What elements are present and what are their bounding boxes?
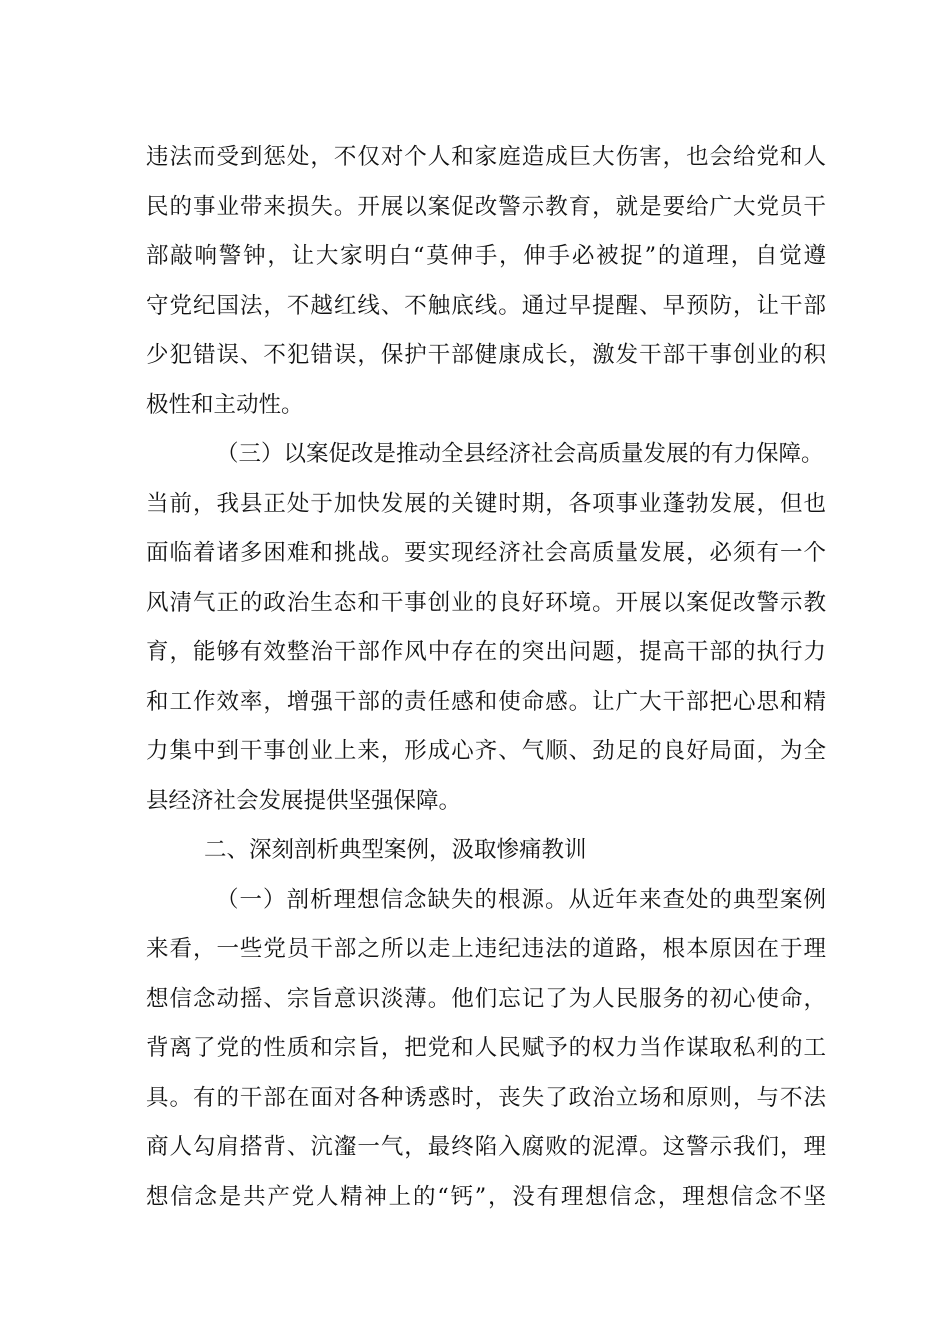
paragraph-3-line: 想信念动摇、宗旨意识淡薄。他们忘记了为人民服务的初心使命，	[146, 985, 826, 1012]
paragraph-2-line: 当前，我县正处于加快发展的关键时期，各项事业蓬勃发展，但也	[146, 490, 826, 517]
paragraph-3-line: 背离了党的性质和宗旨，把党和人民赋予的权力当作谋取私利的工	[146, 1035, 826, 1061]
paragraph-2-line: （三）以案促改是推动全县经济社会高质量发展的有力保障。	[216, 441, 824, 467]
paragraph-2-line: 育，能够有效整治干部作风中存在的突出问题，提高干部的执行力	[146, 639, 826, 665]
paragraph-3-line: 商人勾肩搭背、沆瀣一气，最终陷入腐败的泥潭。这警示我们，理	[146, 1134, 826, 1160]
paragraph-2-line: 风清气正的政治生态和干事创业的良好环境。开展以案促改警示教	[146, 589, 826, 616]
paragraph-1-line: 少犯错误、不犯错误，保护干部健康成长，激发干部干事创业的积	[146, 342, 826, 368]
paragraph-2-line: 力集中到干事创业上来，形成心齐、气顺、劲足的良好局面，为全	[146, 738, 826, 764]
paragraph-3-line: 想信念是共产党人精神上的“钙”，没有理想信念，理想信念不坚	[146, 1183, 826, 1210]
paragraph-2-line: 和工作效率，增强干部的责任感和使命感。让广大干部把心思和精	[146, 688, 826, 715]
section-heading: 二、深刻剖析典型案例，汲取惨痛教训	[204, 837, 587, 863]
document-body	[146, 133, 826, 1222]
paragraph-3-line: 来看，一些党员干部之所以走上违纪违法的道路，根本原因在于理	[146, 936, 826, 962]
paragraph-2-line: 县经济社会发展提供坚强保障。	[146, 787, 462, 814]
paragraph-1-line: 违法而受到惩处，不仅对个人和家庭造成巨大伤害，也会给党和人	[146, 144, 826, 170]
paragraph-1-line: 极性和主动性。	[146, 391, 304, 418]
paragraph-3-line: 具。有的干部在面对各种诱惑时，丧失了政治立场和原则，与不法	[146, 1084, 826, 1111]
paragraph-3-line: （一）剖析理想信念缺失的根源。从近年来查处的典型案例	[216, 886, 826, 913]
paragraph-2-line: 面临着诸多困难和挑战。要实现经济社会高质量发展，必须有一个	[146, 540, 826, 566]
paragraph-1-line: 民的事业带来损失。开展以案促改警示教育，就是要给广大党员干	[146, 193, 826, 220]
paragraph-1-line: 部敲响警钟，让大家明白“莫伸手，伸手必被捉”的道理，自觉遵	[146, 243, 826, 269]
paragraph-1-line: 守党纪国法，不越红线、不触底线。通过早提醒、早预防，让干部	[146, 292, 826, 319]
